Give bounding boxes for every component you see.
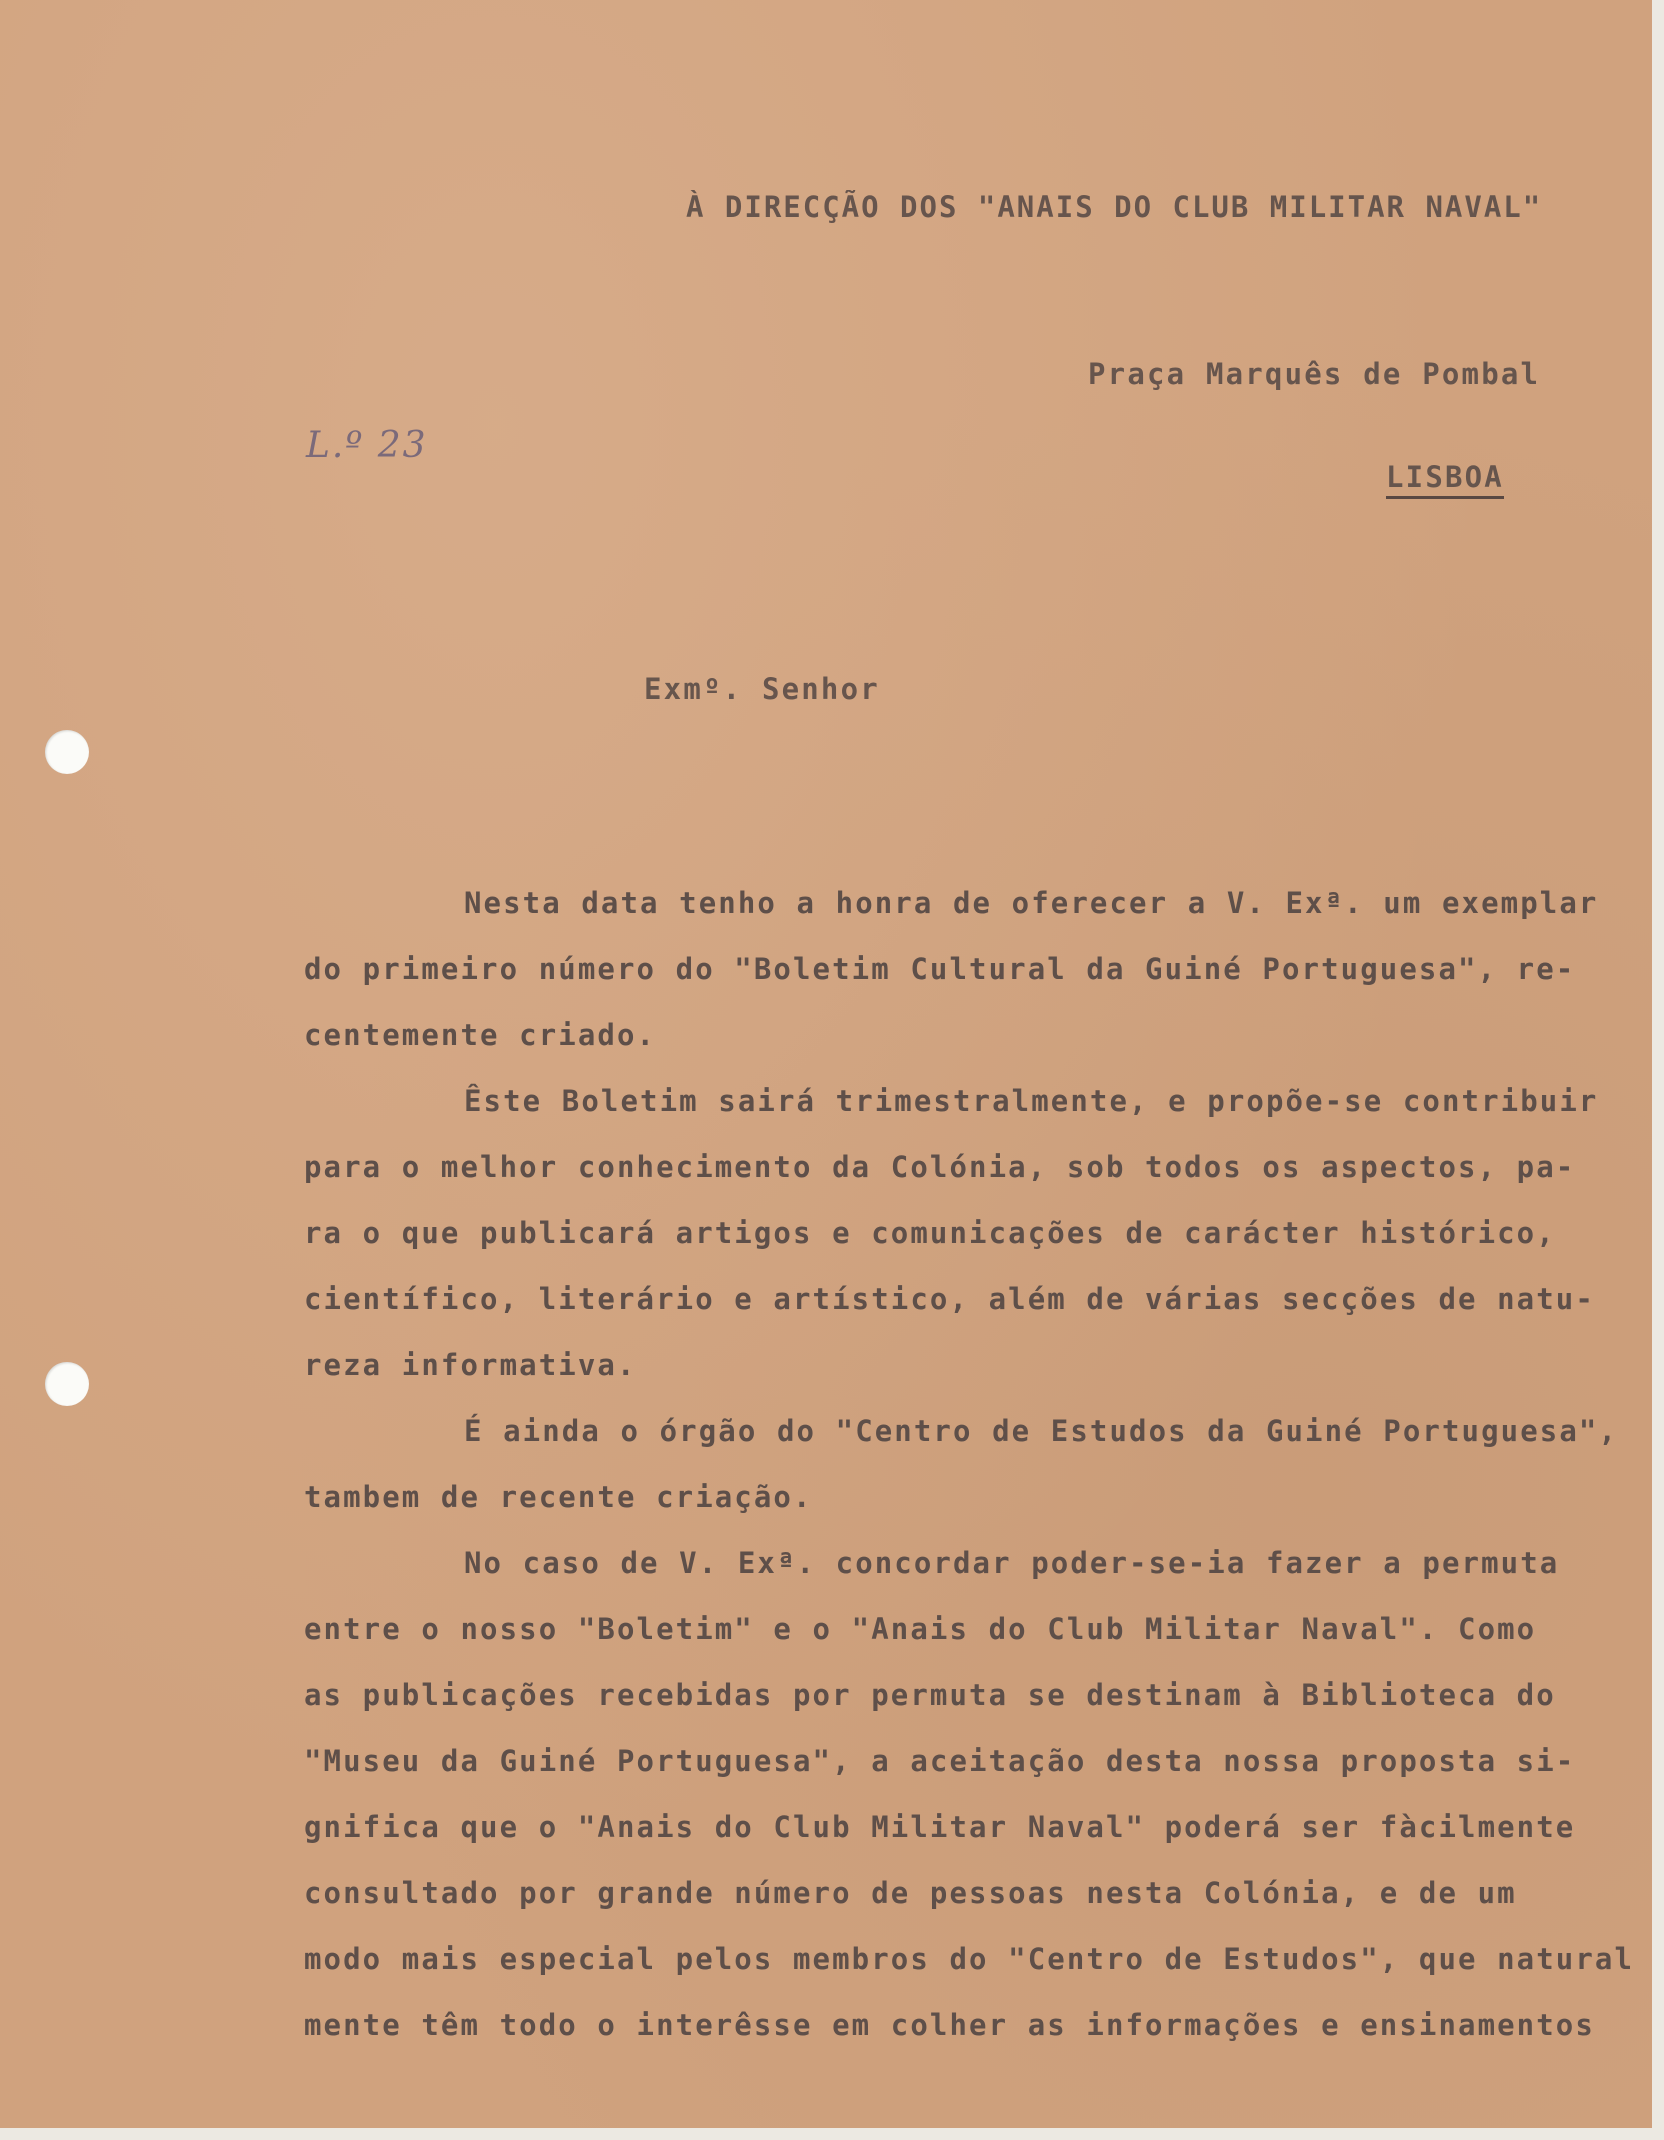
- body-line: modo mais especial pelos membros do "Centro de Estudos", que natural: [304, 1942, 1635, 1976]
- punch-hole: [45, 730, 89, 774]
- body-line: reza informativa.: [304, 1348, 637, 1382]
- salutation: Exmº. Senhor: [644, 672, 880, 706]
- body-line: ra o que publicará artigos e comunicações de carácter histórico,: [304, 1216, 1556, 1250]
- letter-heading: À DIRECÇÃO DOS "ANAIS DO CLUB MILITAR NAVAL": [686, 190, 1543, 224]
- body-line: centemente criado.: [304, 1018, 657, 1052]
- body-line: mente têm todo o interêsse em colher as informações e ensinamentos: [304, 2008, 1595, 2042]
- scan-margin-right: [1652, 0, 1664, 2140]
- recipient-city: LISBOA: [1386, 462, 1504, 499]
- recipient-address: Praça Marquês de Pombal: [1088, 357, 1541, 391]
- body-line: as publicações recebidas por permuta se destinam à Biblioteca do: [304, 1678, 1556, 1712]
- body-line: No caso de V. Exª. concordar poder-se-ia fazer a permuta: [464, 1546, 1560, 1580]
- punch-hole: [45, 1362, 89, 1406]
- handwritten-note: L.º 23: [306, 425, 428, 466]
- body-line: consultado por grande número de pessoas nesta Colónia, e de um: [304, 1876, 1517, 1910]
- body-line: do primeiro número do "Boletim Cultural da Guiné Portuguesa", re-: [304, 952, 1576, 986]
- scan-margin-bottom: [0, 2128, 1664, 2140]
- body-line: "Museu da Guiné Portuguesa", a aceitação desta nossa proposta si-: [304, 1744, 1576, 1778]
- body-line: Êste Boletim sairá trimestralmente, e propõe-se contribuir: [464, 1084, 1599, 1118]
- body-line: Nesta data tenho a honra de oferecer a V. Exª. um exemplar: [464, 886, 1599, 920]
- body-line: É ainda o órgão do "Centro de Estudos da Guiné Portuguesa",: [464, 1414, 1619, 1448]
- letter-body: [304, 878, 1634, 2066]
- body-line: entre o nosso "Boletim" e o "Anais do Club Militar Naval". Como: [304, 1612, 1537, 1646]
- body-line: para o melhor conhecimento da Colónia, sob todos os aspectos, pa-: [304, 1150, 1576, 1184]
- body-line: gnifica que o "Anais do Club Militar Naval" poderá ser fàcilmente: [304, 1810, 1576, 1844]
- body-line: científico, literário e artístico, além de várias secções de natu-: [304, 1282, 1595, 1316]
- body-line: tambem de recente criação.: [304, 1480, 813, 1514]
